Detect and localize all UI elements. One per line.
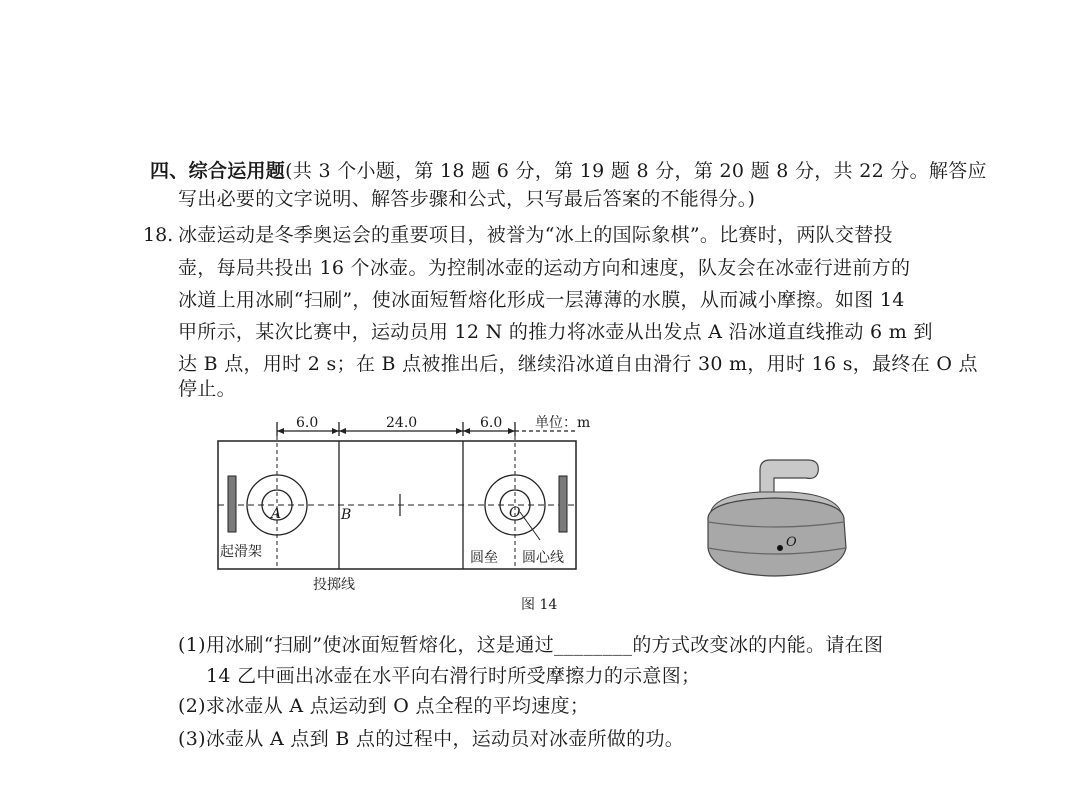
problem-line-5: 达 B 点，用时 2 s；在 B 点被推出后，继续沿冰道自由滑行 30 m，用时 16 s，最终在 O 点	[178, 353, 978, 375]
dim-label-1: 6.0	[296, 415, 319, 431]
problem-line-6: 停止。	[178, 378, 236, 400]
center-line-label: 圆心线	[522, 550, 564, 566]
question-1-line1: (1)用冰刷“扫刷”使冰面短暂熔化，这是通过________的方式改变冰的内能。请在图	[178, 634, 884, 656]
curling-stone-icon	[708, 460, 846, 576]
dim-label-3: 6.0	[480, 415, 503, 431]
dim-label-2: 24.0	[386, 415, 418, 431]
figure-14	[210, 408, 850, 613]
problem-line-2: 壶，每局共投出 16 个冰壶。为控制冰壶的运动方向和速度，队友会在冰壶行进前方的	[178, 257, 911, 279]
house-label: 圆垒	[470, 550, 498, 566]
question-3: (3)冰壶从 A 点到 B 点的过程中，运动员对冰壶所做的功。	[178, 728, 685, 750]
section-header	[150, 159, 987, 183]
section-heading: 四、综合运用题	[150, 160, 286, 182]
problem-number: 18.	[143, 224, 174, 246]
point-A-label: A	[271, 506, 282, 522]
figure-caption: 图 14	[521, 597, 558, 613]
question-2: (2)求冰壶从 A 点运动到 O 点全程的平均速度；	[178, 695, 590, 717]
question-1-line2: 14 乙中画出冰壶在水平向右滑行时所受摩擦力的示意图；	[206, 665, 701, 687]
start-hack-label: 起滑架	[220, 544, 262, 560]
dimension-bar	[277, 422, 576, 436]
hack-right	[559, 476, 567, 532]
stone-O-label: O	[786, 535, 797, 550]
problem-line-4: 甲所示，某次比赛中，运动员用 12 N 的推力将冰壶从出发点 A 沿冰道直线推动 6 m 到	[178, 321, 933, 343]
problem-line-3: 冰道上用冰刷“扫刷”，使冰面短暂熔化形成一层薄薄的水膜，从而减小摩擦。如图 14	[178, 289, 905, 311]
throwing-line-label: 投掷线	[313, 577, 355, 593]
unit-label: 单位：m	[535, 415, 591, 431]
section-intro-line1: (共 3 个小题，第 18 题 6 分，第 19 题 8 分，第 20 题 8 分，共 22 分。解答应	[285, 160, 987, 182]
start-hack-left	[228, 476, 236, 532]
problem-line-1: 冰壶运动是冬季奥运会的重要项目，被誉为“冰上的国际象棋”。比赛时，两队交替投	[178, 224, 893, 246]
point-B-label: B	[341, 507, 352, 523]
section-intro-line2: 写出必要的文字说明、解答步骤和公式，只写最后答案的不能得分。)	[178, 188, 756, 210]
point-O-label: O	[509, 505, 521, 521]
